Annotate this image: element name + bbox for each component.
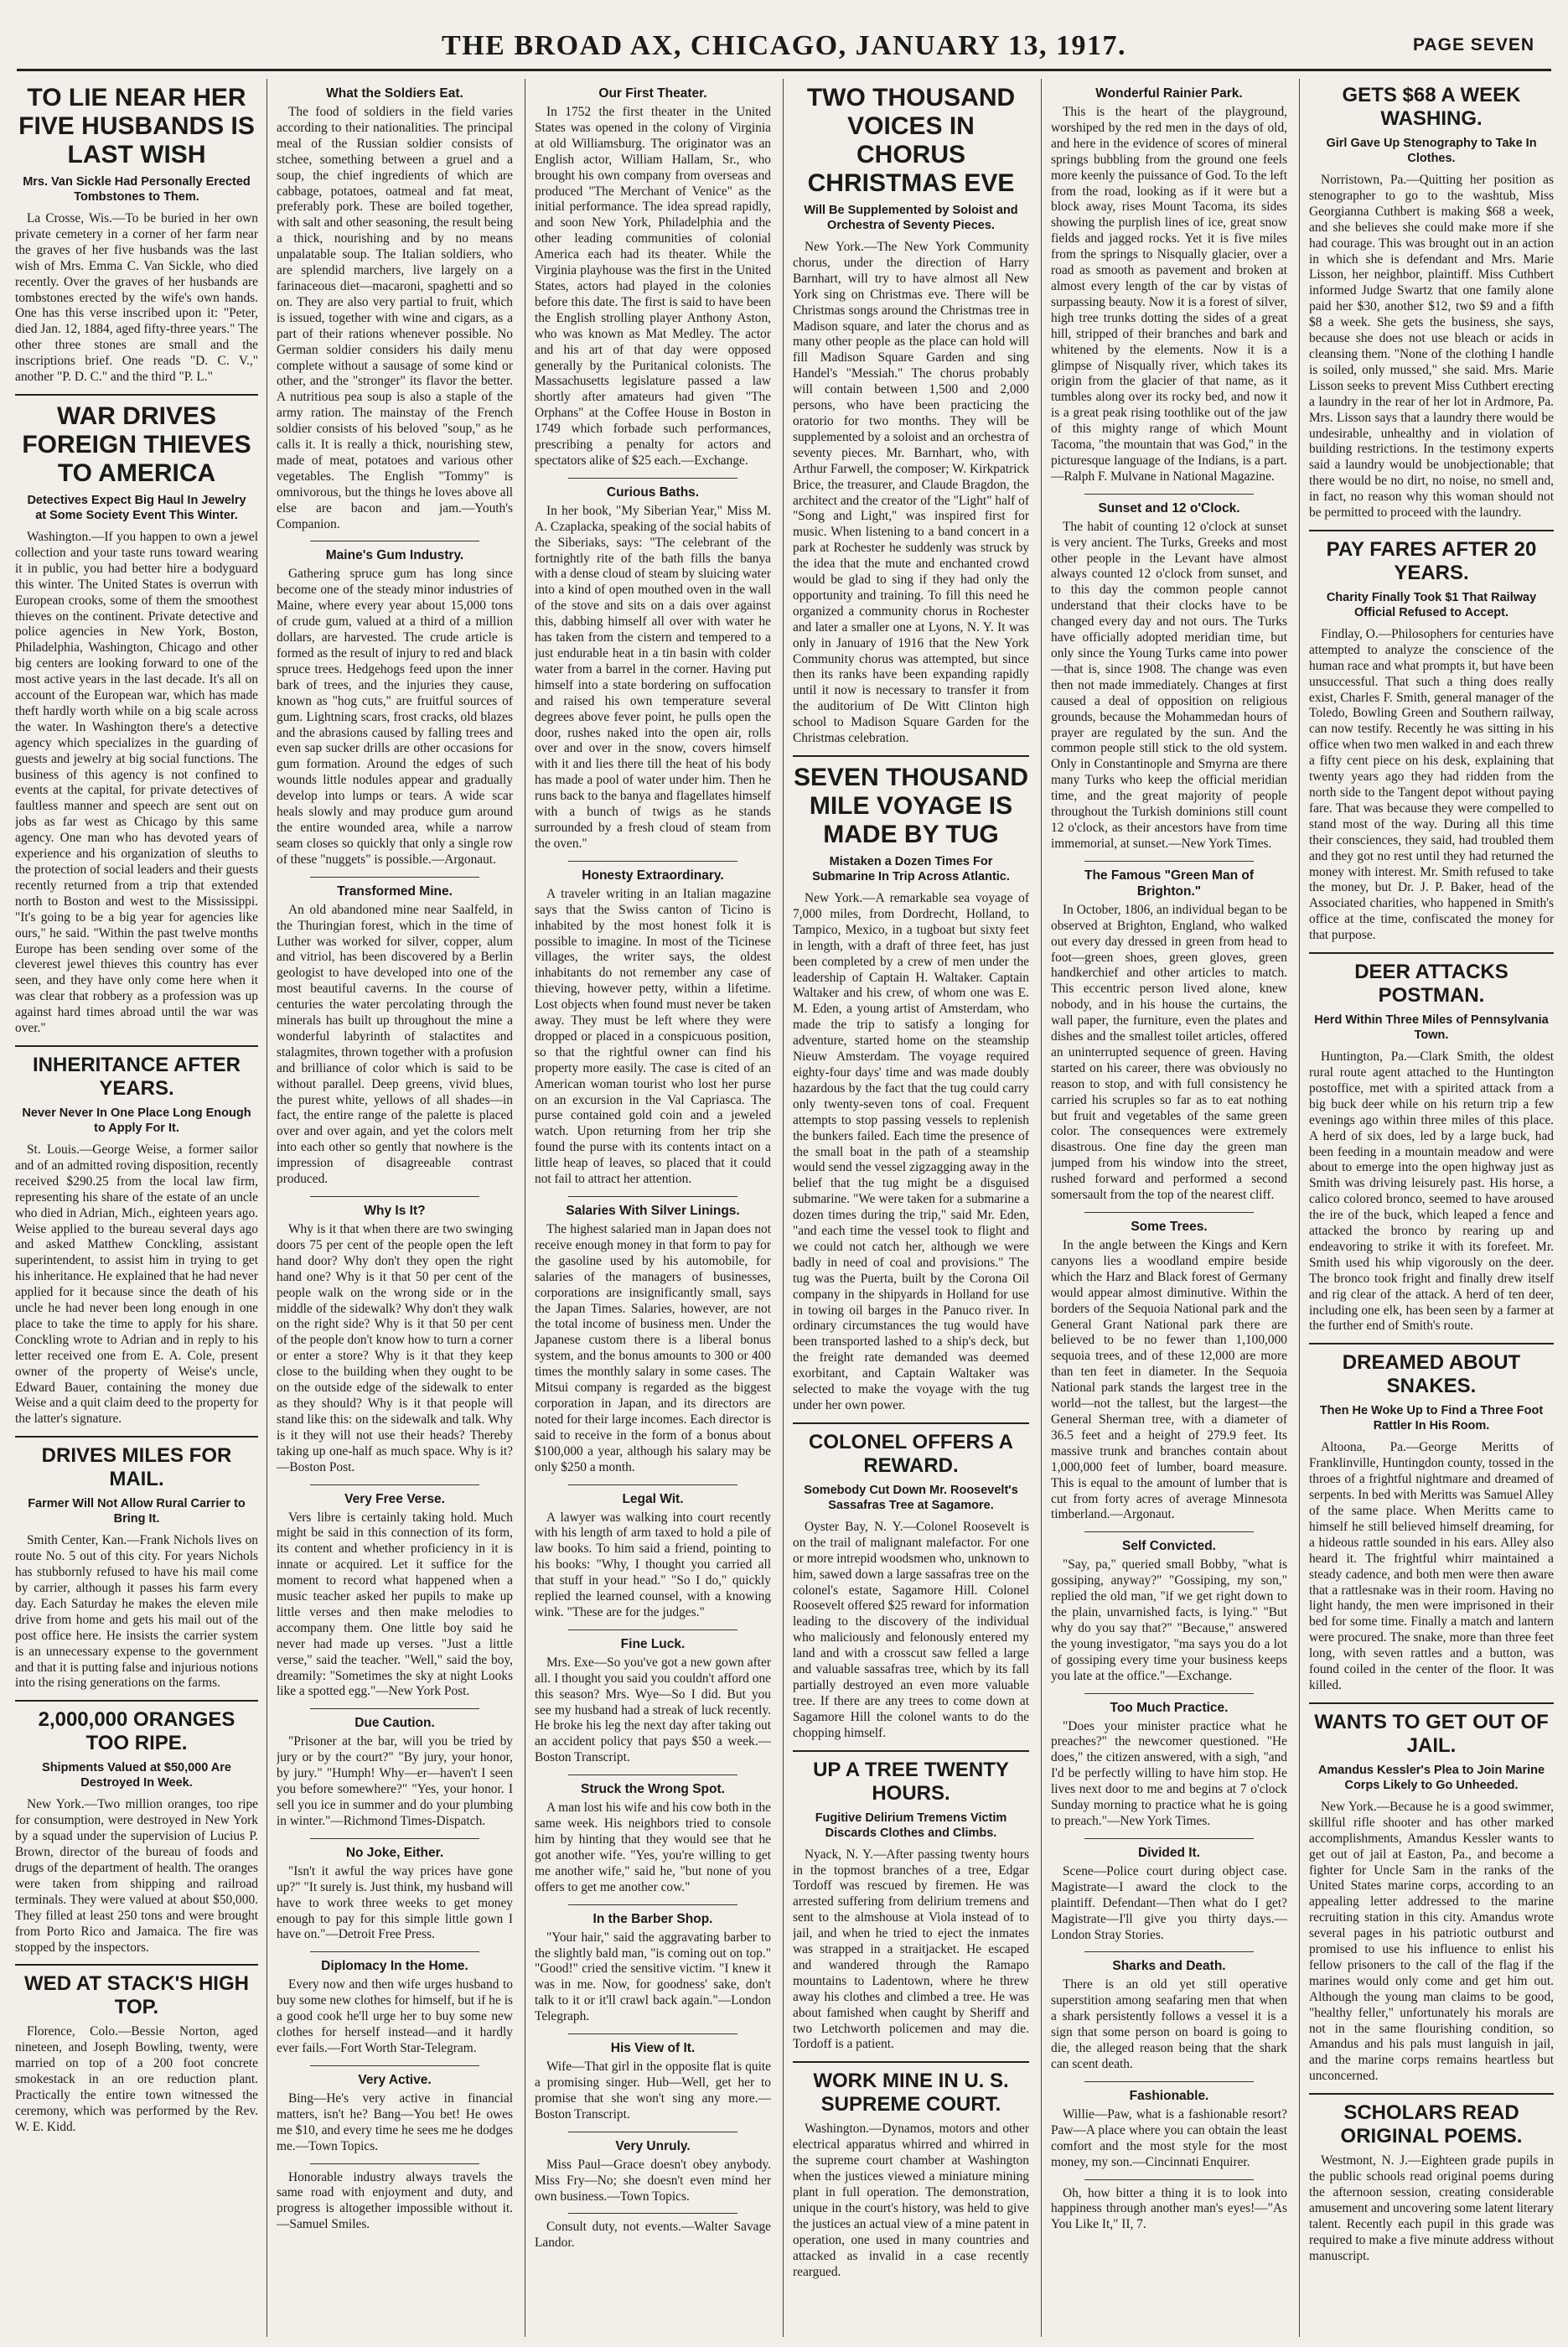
article-body: Consult duty, not events.—Walter Savage Landor.: [535, 2220, 771, 2251]
subheading: Very Active.: [358, 2072, 432, 2087]
subheading: Sunset and 12 o'Clock.: [1098, 500, 1240, 516]
subheading: Legal Wit.: [622, 1491, 684, 1506]
article-body: Wife—That girl in the opposite flat is quite a promising singer. Hub—Well, get her to promise that she won't sing any more.—Boston Transcript.: [535, 2059, 771, 2122]
article-divider: [310, 2163, 479, 2164]
article-divider: [1084, 1693, 1254, 1694]
article: [1051, 2088, 1287, 2171]
deck: Will Be Supplemented by Soloist and Orchestra of Seventy Pieces.: [804, 204, 1018, 232]
column-rule: [1041, 79, 1042, 2337]
article: [793, 764, 1029, 1414]
article: [1051, 500, 1287, 852]
article-divider: [568, 861, 737, 862]
headline: COLONEL OFFERS A REWARD.: [808, 1430, 1013, 1477]
subheading: Fashionable.: [1129, 2088, 1209, 2103]
article: [15, 402, 258, 1037]
article-divider: [15, 1964, 258, 1966]
article-divider: [793, 1750, 1029, 1752]
article-divider: [1084, 2179, 1254, 2180]
article: [277, 2170, 513, 2234]
subheading: Curious Baths.: [606, 484, 700, 500]
subheading: No Joke, Either.: [345, 1845, 444, 1860]
article-body: Bing—He's very active in financial matters, isn't he? Bang—You bet! He owes me $10, and every time he sees me he dodges me.—Town Topics.: [277, 2091, 513, 2153]
article-divider: [568, 1196, 737, 1197]
article-divider: [310, 1708, 479, 1709]
deck: Mrs. Van Sickle Had Personally Erected Tombstones to Them.: [23, 175, 251, 204]
article-body: "Your hair," said the aggravating barber to the slightly bald man, "is coming out on top." "Good!" cried the sensitive victim. "I knew it was in me. Now, for goodness' sake, don't talk to it or it'll crawl back again."—London Telegraph.: [535, 1930, 771, 2024]
article: [1051, 1219, 1287, 1523]
deck: Charity Finally Took $1 That Railway Official Refused to Accept.: [1326, 590, 1537, 619]
article-divider: [1309, 952, 1554, 954]
article: [1309, 1351, 1554, 1694]
article: [1309, 538, 1554, 944]
headline: WORK MINE IN U. S. SUPREME COURT.: [813, 2070, 1009, 2116]
article-body: Vers libre is certainly taking hold. Much might be said in this connection of its form, its content and whether proficiency in it is innate or acquired. Let it suffice for the moment to record what happened when a music teacher asked her pupils to make up little verses and then make melodies to accompany them. One little boy said he never had made up verses. "Just a little verse," said the teacher. "Well," said the boy, dreamily: "Sometimes the sky at night Looks like a spotted egg."—New York Post.: [277, 1510, 513, 1699]
headline: GETS $68 A WEEK WASHING.: [1342, 84, 1521, 130]
column-2: [277, 80, 513, 2335]
article: [277, 1958, 513, 2057]
subheading: Transformed Mine.: [337, 883, 453, 899]
article-body: Scene—Police court during object case. Magistrate—I award the clock to the plaintiff. Defendant—Then what do I get? Magistrate—I'll give you thirty days.—London Stray Stories.: [1051, 1863, 1287, 1942]
article: [793, 1759, 1029, 2054]
article-divider: [568, 1484, 737, 1485]
subheading: Struck the Wrong Spot.: [581, 1782, 725, 1797]
article: [1051, 1700, 1287, 1830]
headline: DEER ATTACKS POSTMAN.: [1354, 961, 1508, 1008]
article-body: Why is it that when there are two swinging doors 75 per cent of the people open the left hand door? Why don't they open the right hand one? Why is it that 50 per cent of the people walk on the wrong side or in the middle of the sidewalk? Why don't they walk on the right side? Why is it that 50 per cent of the people don't know how to turn a corner or enter a store? Why is it that they keep close to the building when they ought to be on the outside edge of the sidewalk to enter as they should? Why is it that people will stand like this: on the sidewalk and talk. Why is it they will not use their heads? Thereby taking up one-half as much space. Why is it?—Boston Post.: [277, 1222, 513, 1474]
column-6: [1309, 80, 1554, 2335]
article-body: Willie—Paw, what is a fashionable resort? Paw—A place where you can obtain the least comfort and the most style for the most money, my son.—Cincinnati Enquirer.: [1051, 2106, 1287, 2169]
deck: Mistaken a Dozen Times For Submarine In Trip Across Atlantic.: [812, 855, 1010, 883]
article-divider: [310, 1196, 479, 1197]
article-divider: [15, 1045, 258, 1047]
article-body: Honorable industry always travels the same road with enjoyment and duty, and progress is altogether impossible without it.—Samuel Smiles.: [277, 2169, 513, 2232]
article-divider: [310, 1838, 479, 1839]
article-body: A man lost his wife and his cow both in the same week. His neighbors tried to console him by hinting that they would see that he got another wife. "Yes, you're willing to get me another wife," said he, "but none of you offers to get me another cow.": [535, 1800, 771, 1894]
subheading: Fine Luck.: [620, 1636, 686, 1651]
article: [277, 883, 513, 1188]
deck: Farmer Will Not Allow Rural Carrier to Bring It.: [28, 1497, 246, 1526]
article: [277, 2072, 513, 2155]
article-body: Westmont, N. J.—Eighteen grade pupils in the public schools read original poems during the afternoon session, creating considerable amusement and uncovering some latent literary talent. Recently each pupil in this grade was required to make a five minute address without manuscript.: [1309, 2153, 1554, 2263]
article-divider: [15, 1700, 258, 1702]
article-body: New York.—The New York Community chorus, under the direction of Harry Barnhart, will try to have almost all New York sing on Christmas eve. There will be Christmas songs around the Christmas tree in Madison square, and later the chorus and as many other people as the place can hold will fill Madison Square Garden and sing Handel's "Messiah." The chorus probably will contain between 1,500 and 2,000 persons, who have been practicing the oratorio for two months. They will be supplemented by a soloist and an orchestra of seventy pieces. Mr. Barnhart, who, with Arthur Farwell, the composer; W. Kirkpatrick Brice, the treasurer, and Claude Bragdon, the architect and the creator of the "Light" half of "Song and Light," was inspired first for music. When listening to a band concert in a park at Rochester he suddenly was struck by the idea that the mute and enchanted crowd would be glad to sing if they had only the opportunity and training. To fill this need he organized a community chorus in Rochester and later a smaller one at Lyons, N. Y. It was only in January of 1916 that the New York Community chorus was attempted, but since then its ranks have been expanding rapidly until it now is necessary to transfer it from the auditorium of De Witt Clinton high school to Madison Square Garden for the Christmas celebration.: [793, 240, 1029, 746]
article-divider: [1084, 1838, 1254, 1839]
headline: SEVEN THOUSAND MILE VOYAGE IS MADE BY TUG: [793, 764, 1029, 848]
article: [15, 84, 258, 386]
article: [1051, 1958, 1287, 2072]
article: [793, 1431, 1029, 1742]
column-rule: [783, 79, 784, 2337]
article: [1051, 868, 1287, 1204]
article-body: New York.—A remarkable sea voyage of 7,000 miles, from Dordrecht, Holland, to Tampico, Mexico, in a tugboat but sixty feet in length, with a draft of three feet, has just been completed by a crew of men under the leadership of Captain H. Waltaker. Captain Waltaker and his crew, of whom one was E. M. Eden, a young artist of Amsterdam, who made the trip to satisfy a longing for adventure, started home on the steamship Nieuw Amsterdam. The voyage required eighty-four days' time and was made doubly hazardous by the fact that the tug could carry only twenty-seven tons of coal. Frequent attempts to stop passing vessels to replenish the bunkers failed. Each time the presence of the small boat in the path of a steamship would send the vessel zigzagging away in the belief that the tug might be a disguised submarine. "We were taken for a submarine a dozen times during the trip," said Mr. Eden, "and each time the vessel took to flight and we could not catch her, although we were badly in need of coal and provisions." The tug was the Puerta, built by the Corona Oil company in the shipyards in Holland for use in towing oil barges in the Panuco river. In ordinary circumstances the tug would have been transported lashed to a ship's deck, but the freight rate demanded was deemed exorbitant, and Captain Waltaker was selected to make the voyage with the tug under her own power.: [793, 891, 1029, 1412]
article: [277, 85, 513, 532]
article-divider: [1309, 2093, 1554, 2095]
subheading: Honesty Extraordinary.: [582, 868, 724, 883]
deck: Fugitive Delirium Tremens Victim Discards Clothes and Climbs.: [815, 1811, 1007, 1840]
article-divider: [568, 1774, 737, 1775]
article-body: Miss Paul—Grace doesn't obey anybody. Miss Fry—No; she doesn't even mind her own business.—Town Topics.: [535, 2157, 771, 2204]
article-divider: [568, 2213, 737, 2214]
article: [1051, 2186, 1287, 2234]
headline: INHERITANCE AFTER YEARS.: [33, 1053, 241, 1100]
column-rule: [1299, 79, 1300, 2337]
article-body: Oyster Bay, N. Y.—Colonel Roosevelt is on the trail of malignant malefactor. For one or more intrepid woodsmen who, unknown to him, sawed down a large sassafras tree on the colonel's estate, Sagamore Hill. Colonel Roosevelt offered $25 reward for information leading to the discovery of the individual who maliciously and felonously entered my land and with a crosscut saw felled a large and valuable sassafras tree, which by its fall partially destroyed an even more valuable tree. If there are any trees to come down at Sagamore Hill the colonel wants to do the chopping himself.: [793, 1519, 1029, 1740]
article-body: Findlay, O.—Philosophers for centuries have attempted to analyze the conscience of the human race and what prompts it, but have been unsuccessful. That such a thing does really exist, Charles F. Smith, general manager of the Toledo, Bowling Green and Southern railway, can now testify. Recently he was sitting in his office when two men walked in and each threw a fifty cent piece on his desk, explaining that twenty years ago they had ridden from the north side to the Tangent depot without paying fare. That was because they were compelled to stand most of the way. During all this time their consciences, they said, had troubled them and they got no rest until they had returned the money with interest. Mr. Smith refused to take the money, but Dr. J. P. Baker, head of the Associated charities, who happened in Smith's office at the time, confiscated the money for that purpose.: [1309, 626, 1554, 943]
article-divider: [310, 2065, 479, 2066]
article: [535, 1781, 771, 1895]
article-body: The highest salaried man in Japan does not receive enough money in that form to pay for the gasoline used by his automobile, for salaries of the managers of businesses, corporations are insignificantly small, says the Japan Times. Salaries, however, are not the total income of business men. Under the Japanese custom there is a liberal bonus system, and the bonus amounts to 300 or 400 times the monthly salary in some cases. The Mitsui company is regarded as the biggest corporation in Japan, and its directors are noted for their large incomes. Each director is said to receive in the form of a bonus about $100,000 a year, although his salary may be only $250 a month.: [535, 1222, 771, 1474]
article: [535, 85, 771, 469]
article: [1309, 961, 1554, 1334]
article-divider: [1084, 1951, 1254, 1952]
article: [535, 1203, 771, 1476]
article-body: St. Louis.—George Weise, a former sailor and of an admitted roving disposition, recently received $290.25 from the local law firm, representing his share of the estate of an uncle who died in Adrian, Mich., eighteen years ago. Weise applied to the bureau several days ago and asked Matthew Conckling, assistant superintendent, to assist him in trying to get his inheritance. He explained that he had never applied for it because since the death of his uncle he had never been long enough in one place to take the time to apply for his share. Conckling wrote to Adrian and in reply to his letter received one from E. A. Cole, present owner of the property of Weise's uncle, Edward Bauer, containing the money due Weise and a quit claim deed to the property for the latter's signature.: [15, 1142, 258, 1427]
deck: Somebody Cut Down Mr. Roosevelt's Sassafras Tree at Sagamore.: [804, 1483, 1018, 1512]
article: [535, 868, 771, 1188]
article-body: The food of soldiers in the field varies according to their nationalities. The principal meal of the Russian soldier consists of stchee, something between a gruel and a soup, the chief ingredients of which are cabbage, potatoes, oatmeal and fat meat, preferably pork. These are boiled together, with salt and other seasoning, the result being a thick, nourishing and by no means unpalatable soup. The Italian soldiers, who are splendid marchers, live largely on a farinaceous diet—macaroni, spaghetti and so on. They are also very partial to fruit, which is issued, together with wine and cigars, as a part of their rations whenever possible. No German soldier considers his daily menu complete without a sausage of some kind or other, and the "stronger" its flavor the better. A nutritious pea soup is also a staple of the army ration. The mainstay of the French soldier consists of his beloved "soup," as he calls it. It is really a thick, nourishing stew, made of meat, potatoes and various other vegetables. The English "Tommy" is omnivorous, but the things he loves above all else are bacon and jam.—Youth's Companion.: [277, 105, 513, 531]
article-divider: [1084, 1212, 1254, 1213]
column-5: [1051, 80, 1287, 2335]
masthead-rule: [17, 69, 1551, 71]
article-body: An old abandoned mine near Saalfeld, in the Thuringian forest, which in the time of Luther was worked for silver, copper, alum and vitriol, has been discovered by a Berlin geologist to have developed into one of the most beautiful caverns. In the course of centuries the water percolating through the minerals has built up throughout the mine a wonderful labyrinth of stalactites and stalagmites, thrown together with a profusion and brilliance of color which is said to be without parallel. Deep greens, vivid blues, the purest white, yellows of all shades—in fact, the entire range of the palette is placed over and over again, and yet the colors melt into each other so gently that nowhere is the impression of disagreeable contrast produced.: [277, 902, 513, 1187]
article: [793, 2070, 1029, 2280]
subheading: Our First Theater.: [598, 86, 707, 101]
article-divider: [310, 877, 479, 878]
masthead: [0, 0, 1568, 69]
article-body: Oh, how bitter a thing it is to look into happiness through another man's eyes!—"As You Like It," II, 7.: [1051, 2185, 1287, 2232]
subheading: Too Much Practice.: [1110, 1700, 1229, 1715]
article-divider: [1309, 1343, 1554, 1344]
article: [277, 547, 513, 868]
article-body: "Say, pa," queried small Bobby, "what is gossiping, anyway?" "Gossiping, my son," replied the old man, "if we get right down to the plain, unvarnished facts, is lying." "But why do you say that?" "Because," answered the young investigator, "ma says you do a lot of gossiping every time your business keeps you late at the office."—Exchange.: [1051, 1557, 1287, 1683]
article-body: Every now and then wife urges husband to buy some new clothes for himself, but if he is a good cook he'll urge her to buy some new clothes for herself instead—and it hardly ever fails.—Fort Worth Star-Telegram.: [277, 1977, 513, 2055]
article-divider: [793, 1422, 1029, 1424]
article-divider: [1084, 1531, 1254, 1532]
deck: Never Never In One Place Long Enough to Apply For It.: [22, 1106, 251, 1135]
subheading: Divided It.: [1137, 1845, 1201, 1860]
subheading: Due Caution.: [354, 1716, 435, 1731]
article: [1309, 84, 1554, 521]
page-number: PAGE SEVEN: [1413, 35, 1534, 54]
article: [15, 1054, 258, 1427]
headline: WANTS TO GET OUT OF JAIL.: [1314, 1710, 1549, 1757]
article: [535, 484, 771, 852]
article-body: New York.—Two million oranges, too ripe for consumption, were destroyed in New York by a squad under the supervision of Lucius P. Brown, director of the bureau of foods and drugs of the department of health. The oranges were taken from shipping and railroad terminals. They were valued at about $50,000. They filled at least 250 tons and were brought from Porto Rico and Jamaica. The fire was stopped by the inspectors.: [15, 1797, 258, 1955]
article: [15, 1444, 258, 1692]
article: [15, 1972, 258, 2135]
article-body: "Does your minister practice what he preaches?" the newcomer questioned. "He does," the citizen answered, with a sigh, "and I'd be perfectly willing to have him stop. He lives next door to me and begins at 7 o'clock Sunday morning to practice what he is going to preach."—New York Times.: [1051, 1718, 1287, 1828]
deck: Herd Within Three Miles of Pennsylvania Town.: [1314, 1013, 1549, 1043]
subheading: Why Is It?: [364, 1204, 426, 1218]
article-body: Huntington, Pa.—Clark Smith, the oldest rural route agent attached to the Huntington postoffice, met with a spirited attack from a big buck deer while on his return trip a few evenings ago within three miles of this place. A herd of six does, led by a large buck, had been feeding in a mountain meadow and were about to emerge into the open highway just as Smith was driving leisurely past. His horse, a calico colored bronco, seemed to have aroused the ire of the buck, which leaped a fence and attacked the bronco by rearing up and endeavoring to strike it with its forefeet. Mr. Smith used his whip vigorously on the deer. The bronco took fright and finally drew itself and rig clear of the attack. A herd of ten deer, including one elk, has been seen by a farmer at the further end of Smith's route.: [1309, 1049, 1554, 1334]
article-body: Gathering spruce gum has long since become one of the steady minor industries of Maine, where every year about 15,000 tons of crude gum, valued at a third of a million dollars, are harvested. The crude article is formed as the result of injury to red and black spruce trees. Hedgehogs feed upon the inner bark of trees, and the injuries they cause, known as "hog cuts," are fruitful sources of gum. Lightning scars, frost cracks, old blazes and the abrasions caused by falling trees and even sap sucker drills are other occasions for gum formation. Around the edges of such wounds little nodules appear and gradually develop into lumps or tears. A wide scar heals slowly and may produce gum around the entire wounded area, while a narrow seam closes so quickly that only a single row of these "nuggets" is possible.—Argonaut.: [277, 567, 513, 867]
article-body: The habit of counting 12 o'clock at sunset is very ancient. The Turks, Greeks and most other people in the Levant have almost always counted 12 o'clock from sunset, and to this day the common people cannot understand that their clocks have to be changed every day and not ours. The Turks have officially adopted meridian time, but only since the Young Turks came into power—that is, since 1908. The change was even then not made immediately. Changes at first caused a deal of opposition on religious grounds, because the Mohammedan hours of prayer are regulated by the sun. And the common people still stick to the old system. Only in Constantinople and Smyrna are there many Turks who keep the official meridian time, and the great majority of people throughout the Turkish dominions still count 12 o'clock, as their ancestors have from time immemorial, at sunset.—New York Times.: [1051, 519, 1287, 851]
article-body: Altoona, Pa.—George Meritts of Franklinville, Huntingdon county, tossed in the throes of a frightful nightmare and dreamed of serpents. In bed with Meritts was Samuel Alley of the same place. When Meritts came to himself he still believed himself dreaming, for a hideous rattle sounded in his ears. Alley also heard it. The frightful whirr maintained a steady cadence, and both men were then aware that a rattlesnake was in their room. Having no light handy, the men were imprisoned in their bed for some time. Finally a match and lantern were procured. The snake, more than three feet long, with seven rattles and a button, was found coiled in the center of the floor. It was killed.: [1309, 1440, 1554, 1692]
column-1: [15, 80, 258, 2335]
deck: Amandus Kessler's Plea to Join Marine Corps Likely to Go Unheeded.: [1317, 1763, 1545, 1792]
article: [277, 1491, 513, 1701]
article: [535, 2040, 771, 2123]
article: [535, 1491, 771, 1621]
article: [535, 1911, 771, 2025]
subheading: The Famous "Green Man of Brighton.": [1084, 868, 1254, 899]
article-divider: [1084, 2081, 1254, 2082]
article-body: In her book, "My Siberian Year," Miss M. A. Czaplacka, speaking of the social habits of the Siberiaks, says: "The celebrant of the fortnightly rite of the bath fills the banya with a dense cloud of steam by sluicing water into a kind of open mouthed oven in the wall of the stove and sits on a dais over against this, dabbing himself all over with water he has taken from the cistern and tempered to a just endurable heat in a tin basin with colder water from a barrel in the corner. Having put himself into a state bordering on suffocation and raised his own temperature several degrees above fever point, he pulls open the door, rushes naked into the open air, rolls over and over in the snow, covers himself with it and lies there till the heat of his body has made a pool of water under him. Then he runs back to the banya and flagellates himself with a bunch of twigs as he stands surrounded by a fresh cloud of steam from the oven.": [535, 503, 771, 851]
article: [535, 2138, 771, 2205]
article-divider: [1084, 494, 1254, 495]
article-divider: [793, 755, 1029, 757]
subheading: Very Unruly.: [615, 2138, 691, 2153]
headline: UP A TREE TWENTY HOURS.: [813, 1758, 1009, 1805]
subheading: Wonderful Rainier Park.: [1095, 86, 1243, 101]
article-body: Norristown, Pa.—Quitting her position as stenographer to go to the washtub, Miss Georgianna Cuthbert is making $68 a week, and she believes she could make more if she had courage. This was brought out in an action in which she is defendant and Mrs. Marie Lisson, her neighbor, plaintiff. Miss Cuthbert informed Judge Swartz that one family alone paid her $30, another $12, two $9 and a fifth $8 a week. She gets the business, she says, because she does not use bleach or acids in cleansing them. "None of the clothing I handle is soiled, only mussed," she said. Mrs. Marie Lisson seeks to prevent Miss Cuthbert erecting a laundry in the rear of her lot in Ardmore, Pa. Mrs. Lisson says that a laundry there would be undesirable, unhealthy and in violation of building restrictions. In the testimony experts said a laundry would be unobjectionable; that there would be no dirt, no noise, no smell and, in fact, no reason why this woman should not be permitted to proceed with the laundry.: [1309, 173, 1554, 521]
subheading: His View of It.: [610, 2041, 696, 2056]
headline: DRIVES MILES FOR MAIL.: [41, 1444, 232, 1491]
subheading: Diplomacy In the Home.: [321, 1959, 468, 1974]
headline: WAR DRIVES FOREIGN THIEVES TO AMERICA: [22, 402, 251, 487]
headline: DREAMED ABOUT SNAKES.: [1342, 1351, 1521, 1398]
deck: Shipments Valued at $50,000 Are Destroyed In Week.: [42, 1761, 231, 1790]
article: [1051, 1538, 1287, 1684]
article-divider: [310, 1484, 479, 1485]
article-body: New York.—Because he is a good swimmer, skillful rifle shooter and has other marked accomplishments, Amandus Kessler wants to get out of jail at Easton, Pa., and become a fighter for Uncle Sam in the ranks of the United States marine corps, according to an appealing letter addressed to the marine recruiting station in this city. Amandus wrote several pages in his patriotic outburst and promised to use his influence to enlist his fellow prisoners to the call of the flag if the marines would only come and get him out. Although the young man claims to be good, "healthy feller," unfortunately his morals are not in the same flourishing condition, so Amandus and his pals must languish in jail, and the marine corps remains heartless but unconcerned.: [1309, 1799, 1554, 2084]
deck: Detectives Expect Big Haul In Jewelry at Some Society Event This Winter.: [27, 493, 246, 522]
deck: Then He Woke Up to Find a Three Foot Rattler In His Room.: [1319, 1404, 1544, 1433]
article: [1051, 1845, 1287, 1944]
article: [277, 1203, 513, 1476]
article-divider: [1084, 861, 1254, 862]
column-4: [793, 80, 1029, 2335]
article-divider: [1309, 530, 1554, 531]
subheading: Self Convicted.: [1122, 1539, 1216, 1554]
article-divider: [1309, 1702, 1554, 1704]
article-body: Mrs. Exe—So you've got a new gown after all. I thought you said you couldn't afford one this season? Mrs. Wye—So I did. But you see my husband had a streak of luck recently. He broke his leg the next day after taking out an accident policy that pays $50 a week.—Boston Transcript.: [535, 1655, 771, 1765]
headline: 2,000,000 ORANGES TOO RIPE.: [38, 1708, 235, 1755]
headline: WED AT STACK'S HIGH TOP.: [24, 1972, 249, 2019]
article: [277, 1845, 513, 1944]
article-body: A lawyer was walking into court recently with his length of arm taxed to hold a pile of law books. To him said a friend, pointing to his books: "Why, I thought you carried all that stuff in your head." "So I do," quickly replied the learned counsel, with a knowing wink. "These are for the judges.": [535, 1510, 771, 1619]
article-body: Nyack, N. Y.—After passing twenty hours in the topmost branches of a tree, Edgar Tordoff was rescued by firemen. He was arrested suffering from delirium tremens and sent to the almshouse at Viola instead of to jail, and when he tried to eject the inmates was strapped in a straitjacket. He escaped and wandered through the Ramapo mountains to Ladentown, where he threw away his clothes and climbed a tree. He was about famished when caught by Sheriff and two Letchworth policemen and may die. Tordoff is a patient.: [793, 1847, 1029, 2052]
article-body: This is the heart of the playground, worshiped by the red men in the days of old, and here in the evidence of scores of mineral springs bubbling from the ground one feels more keenly the puissance of God. To the left from the road, looking as if it were but a block away, rises Mount Tacoma, its sides showing the purplish lines of ice, great snow fields and jagged rocks. Yet it is five miles from the springs to Nisqually glacier, over a road as smooth as pavement and broken at almost every length of the car by vistas of surpassing beauty. Now it is a forest of silver, high tree trunks dotting the sides of a great hill, stripped of their branches and bark and whitened by the elements. Now it is a glimpse of Nisqually river, which takes its origin from the glacier of that name, as it tumbles along over its rocky bed, and now it is a great peak rising toothlike out of the jaw of this mighty range of which Mount Tacoma, "the mountain that was God," in the picturesque language of the Indians, is a part.—Ralph F. Mulvane in National Magazine.: [1051, 105, 1287, 484]
article: [15, 1708, 258, 1956]
article-divider: [568, 1629, 737, 1630]
article-body: Washington.—If you happen to own a jewel collection and your taste runs toward wearing it in public, you had better hire a bodyguard this winter. The United States is overrun with European crooks, some of them the smoothest thieves on the continent. Private detective and police agencies in New York, Boston, Philadelphia, Washington, Chicago and other big centers are looking forward to one of the most active years in the last decade. It's all on account of the European war, which has made theft hardly worth while on a big scale across the water. In Washington there's a detective agency which specializes in the guarding of guests and jewelry at big social functions. The business of this agency is not confined to events at the capital, for private detectives of faultless manner and speech are sent out on jobs as far west as Chicago by this same agency. One man who has devoted years of experience and his organization of sleuths to the protection of social leaders and their guests recently returned from a trip that extended north to Boston and west to the Mississippi. "It's going to be a big year for agencies like ours," he said. "Within the past twelve months Europe has been sending over some of the cleverest jewel thieves this country has ever seen, and they have only come here when it was clear that robbery as a profession was up against hard times abroad until the war was over.": [15, 529, 258, 1036]
subheading: Some Trees.: [1131, 1220, 1208, 1234]
article: [1051, 85, 1287, 485]
article-body: Washington.—Dynamos, motors and other electrical apparatus whirred and whirred in the supreme court chamber at Washington when the justices viewed a miniature mining plant in full operation. The demonstration, unique in the court's history, was held to give the justices an actual view of a mine patent in operation, one used in many countries and attacked as invalid in a case recently reargued.: [793, 2122, 1029, 2279]
article-body: In October, 1806, an individual began to be observed at Brighton, England, who walked out every day dressed in green from head to foot—green shoes, green gloves, green handkerchief and other articles to match. This eccentric person lived alone, knew nobody, and in his house the curtains, the wall paper, the furniture, even the plates and dishes and the smallest toilet articles, offered an uninterrupted sequence of green. Having started on his career, there was obviously no reason to stop, and with full consistency he carried his scruples so far as to eat nothing but fruit and vegetables of the same green color. The consequences were extremely disastrous. One fine day the green man jumped from his window into the street, rushed forward and performed a second somersault from the top of the nearest cliff.: [1051, 902, 1287, 1203]
column-3: [535, 80, 771, 2335]
article-body: "Isn't it awful the way prices have gone up?" "It surely is. Just think, my husband will have to work three weeks to get money enough to pay for this simple little gown I have on."—Detroit Free Press.: [277, 1863, 513, 1942]
subheading: In the Barber Shop.: [593, 1911, 713, 1926]
article: [1309, 2101, 1554, 2264]
article-body: In the angle between the Kings and Kern canyons lies a woodland empire beside which the Harz and Black forest of Germany would appear almost diminutive. Within the borders of the Sequoia National park and the General Grant National park there are believed to be no fewer than 1,100,000 sequoia trees, and of these 12,000 are more than ten feet in diameter. In the Sequoia National park stands the largest tree in the world—not the tallest, but the largest—the General Sherman tree, with a diameter of 36.5 feet and a height of 279.9 feet. Its massive trunk and branches contain about 1,000,000 feet of lumber, board measure. This is equal to the amount of lumber that is cut from forty acres of average Minnesota timberland.—Argonaut.: [1051, 1238, 1287, 1522]
article-divider: [568, 1904, 737, 1905]
article-body: There is an old yet still operative superstition among seafaring men that when a shark persistently follows a vessel it is a sign that some person on board is going to die, the alleged reason being that the shark can scent death.: [1051, 1977, 1287, 2071]
subheading: Sharks and Death.: [1112, 1959, 1226, 1974]
deck: Girl Gave Up Stenography to Take In Clothes.: [1326, 137, 1537, 165]
article-body: Smith Center, Kan.—Frank Nichols lives on route No. 5 out of this city. For years Nichols has stubbornly refused to have his mail come by carrier, although it passes his farm every day. Each Saturday he makes the eleven mile drive from home and gets his mail out of the post office here. He insists the carrier system is an unnecessary expense to the government and that it is putting false and injurious notions into the rising generations on the farms.: [15, 1533, 258, 1691]
article-body: "Prisoner at the bar, will you be tried by jury or by the court?" "By jury, your honor, by jury." "Humph! Why—er—haven't I seen you before somewhere?" "Yes, your honor. I sell you ice in summer and do your plumbing in winter."—Richmond Times-Dispatch.: [277, 1734, 513, 1828]
article-divider: [793, 2061, 1029, 2063]
article: [277, 1715, 513, 1829]
subheading: Very Free Verse.: [344, 1491, 445, 1506]
headline: TWO THOUSAND VOICES IN CHORUS CHRISTMAS EVE: [806, 84, 1016, 197]
article: [1309, 1711, 1554, 2085]
subheading: What the Soldiers Eat.: [326, 86, 463, 101]
article-divider: [310, 1951, 479, 1952]
headline: PAY FARES AFTER 20 YEARS.: [1326, 537, 1537, 584]
headline: SCHOLARS READ ORIGINAL POEMS.: [1340, 2101, 1523, 2148]
article-body: La Crosse, Wis.—To be buried in her own private cemetery in a corner of her farm near the graves of her five husbands was the last wish of Mrs. Emma C. Van Sickle, who died recently. Over the graves of her husbands are tombstones erected by the wife's own hands. One has this verse inscribed upon it: "Peter, died Jan. 12, 1884, aged fifty-three years." The other three stones are small and the inscriptions brief. One reads "D. C. V.," another "P. D. C." and the third "P. L.": [15, 211, 258, 385]
headline: TO LIE NEAR HER FIVE HUSBANDS IS LAST WISH: [18, 84, 255, 168]
article-body: A traveler writing in an Italian magazine says that the Swiss canton of Ticino is inhabited by the most honest folk it is possible to imagine. In most of the Ticinese villages, the writer says, the oldest inhabitants do not remember any case of thieving, however petty, within a lifetime. Lost objects when found must never be taken away. They must be left where they were dropped or placed in a conspicuous position, so that the rightful owner can find his property more easily. The case is cited of an American woman tourist who lost her purse on an excursion in the Val Capriasca. The purse contained gold coin and a jeweled watch. Upon returning from her trip she found the purse with its contents intact on a little heap of leaves, so placed that it could not fail to attract her attention.: [535, 886, 771, 1187]
article-body: In 1752 the first theater in the United States was opened in the colony of Virginia at old Williamsburg. The originator was an English actor, William Hallam, Sr., who brought his own company from overseas and produced "The Merchant of Venice" as the initial performance. The idea spread rapidly, and soon New York, Philadelphia and the other leading communities of colonial America each had its theater. While the Virginia playhouse was the first in the United States, actors had played in the colonies before this date. The first is said to have been the English strolling player Anthony Aston, who was known as Mat Medley. The actor and his art of that day were opposed generally by the Puritanical colonists. The Massachusetts legislature passed a law shortly after amateurs had given "The Orphans" at the Coffee House in Boston in 1749 which forbade such performances, prescribing a penalty for actors and spectators alike of $25 each.—Exchange.: [535, 105, 771, 468]
subheading: Salaries With Silver Linings.: [566, 1204, 740, 1218]
article: [535, 2220, 771, 2251]
article: [793, 84, 1029, 747]
article-divider: [15, 1436, 258, 1438]
article-divider: [15, 394, 258, 396]
article-divider: [568, 478, 737, 479]
newspaper-title: THE BROAD AX, CHICAGO, JANUARY 13, 1917.: [442, 30, 1126, 61]
article-body: Florence, Colo.—Bessie Norton, aged nineteen, and Joseph Bowling, twenty, were married on top of a 200 foot concrete smokestack in an ore reduction plant. Practically the entire town witnessed the ceremony, which was performed by the Rev. W. E. Kidd.: [15, 2024, 258, 2134]
article: [535, 1636, 771, 1766]
subheading: Maine's Gum Industry.: [325, 548, 464, 563]
